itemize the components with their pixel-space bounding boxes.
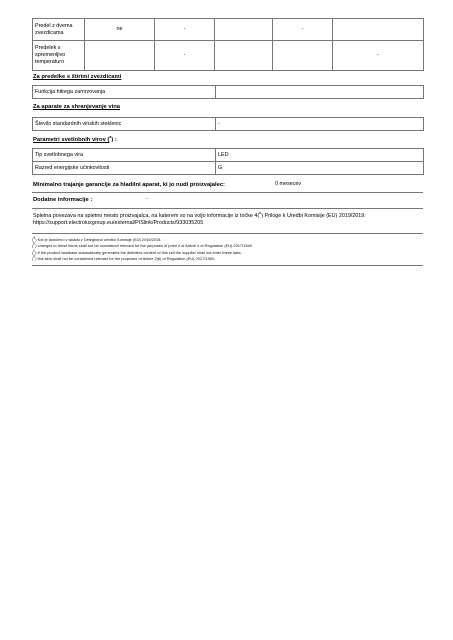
wine-table (32, 117, 423, 131)
section-title-light (33, 137, 117, 143)
cell-value (85, 41, 155, 71)
row-label: Število standardnih vinskih steklenic (33, 118, 216, 131)
row-label: Razred energijske učinkovitosti (33, 162, 216, 175)
divider (32, 208, 423, 209)
light-table (32, 148, 423, 175)
divider (32, 233, 423, 234)
table-row (33, 19, 424, 41)
row-label: Funkcija hitrega zamrzovanja (33, 86, 216, 99)
cell-value: - (273, 19, 333, 41)
footnote-mark: a (33, 235, 36, 240)
footnote-mark: b (33, 241, 36, 246)
four-star-table (32, 85, 423, 99)
manufacturer-link-text (33, 213, 421, 227)
row-label: Predel z dvema zvezdicama (33, 19, 85, 41)
cell-value: - (155, 41, 215, 71)
cell-value: - (155, 19, 215, 41)
link-text-part: ) Priloge k Uredbi Komisije (EU) 2019/2019: https://support.electroluxgroup.eu/external/PISlink/Products/933035205 (33, 213, 366, 227)
cell-value: - (333, 41, 424, 71)
cell-value: - (216, 118, 424, 131)
footnote: ($^a$) Kot je določeno v skladu z Delegirano uredbo Komisije (EU) 2019/2015. (32, 235, 162, 242)
footnote: ($^c$) If the product database automatically generates the definitive content of this cell the supplier shall not enter these data. (32, 248, 242, 255)
cell-value (216, 86, 424, 99)
footnote-mark: c (33, 248, 36, 253)
section-title-4star (33, 74, 121, 80)
cell-value (215, 41, 273, 71)
section-title-end: ) : (111, 137, 117, 143)
cell-value: ne (85, 19, 155, 41)
cell-value: LED (216, 149, 424, 162)
footnote-text: Kot je določeno v skladu z Delegirano uredbo Komisije (EU) 2019/2015. (36, 237, 162, 242)
cell-value (273, 41, 333, 71)
section-title-wine (33, 104, 120, 110)
footnote-text: If the product database automatically generates the definitive content of this cell the supplier shall not enter these data. (36, 250, 242, 255)
row-label: Predelek s spremenljivo temperaturo (33, 41, 85, 71)
link-text-part: Spletna povezava na spletno mesto proizvajalca, na katerem so na voljo informacije iz točke 4( (33, 213, 260, 219)
table-row (33, 41, 424, 71)
footnote-mark: b (259, 211, 262, 216)
row-label: Tip svetlobnega vira (33, 149, 216, 162)
divider (32, 265, 423, 266)
warranty-label: Minimalno trajanje garancije za hladilni aparat, ki jo nudi proizvajalec: (33, 182, 225, 188)
table-row (33, 162, 424, 175)
footnote: ($^b$) changes to these items shall not be considered relevant for the purposes of point 4 of Article 4 of Regulation (EU) 2017/1369. (32, 241, 253, 248)
table-row (33, 118, 424, 131)
extra-info-label: Dodatne informacije : (33, 197, 93, 203)
cell-value (333, 19, 424, 41)
cell-value (215, 19, 273, 41)
extra-info-value: - (146, 196, 148, 202)
footnote-mark: a (109, 135, 112, 140)
table-row (33, 149, 424, 162)
cell-value: G (216, 162, 424, 175)
section-title-text: Parametri svetlobnih virov ( (33, 137, 110, 143)
footnote-mark: d (33, 254, 36, 259)
divider (32, 192, 423, 193)
footnote-text: changes to these items shall not be considered relevant for the purposes of point 4 of Article 4 of Regulation (EU) 2017/1369. (36, 243, 253, 248)
section-title-text: Za aparate za shranjevanje vina (33, 104, 120, 110)
warranty-value: 0 mesecev (275, 181, 302, 187)
footnote: ($^d$) this item shall not be considered relevant for the purposes of Article 2(6) of Regulation (EU) 2017/1369. (32, 254, 216, 261)
section-title-text: Za predelke s štirimi zvezdicami (33, 74, 122, 80)
footnote-text: this item shall not be considered relevant for the purposes of Article 2(6) of Regulation (EU) 2017/1369. (36, 256, 216, 261)
compartment-table (32, 18, 423, 71)
table-row (33, 86, 424, 99)
